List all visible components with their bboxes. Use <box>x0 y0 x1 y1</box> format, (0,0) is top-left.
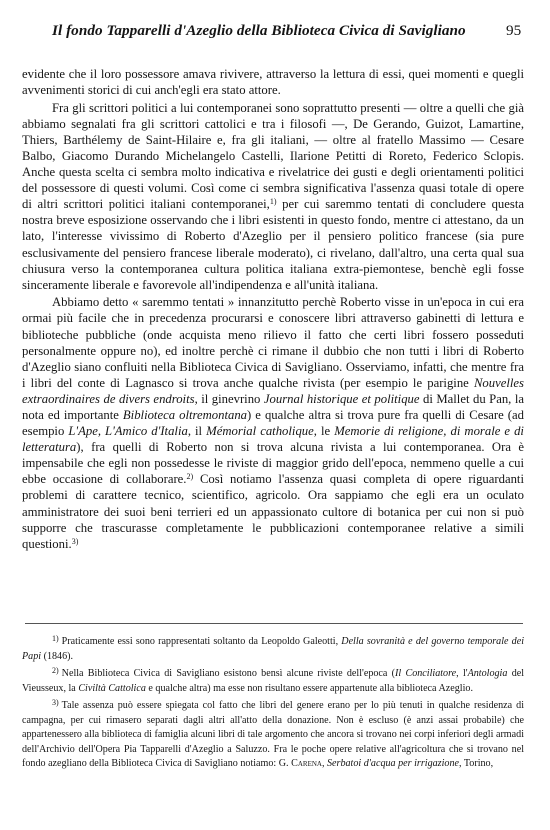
footnote-1 <box>22 632 524 664</box>
paragraph-3-text-a: Abbiamo detto « saremmo tentati » innanzitutto perchè Roberto visse in un'epoca in cui era ormai più facile che in precedenza procurarsi e conoscere libri attraverso gabinetti di lettura e biblioteche pubbliche (onde acquista meno rilievo il fatto che certi libri fossero posseduti personalmente oppure no), ed inoltre perchè ci rimane il dubbio che non tutti i libri di Roberto d'Azeglio siano confluiti nella Biblioteca Civica di Savigliano. Osserviamo, infatti, che mentre fra i libri del conte di Lagnasco si trova anche qualche rivista (per esempio le parigine <box>22 295 524 390</box>
footnote-2-text-c: del Vieusseux, la <box>22 668 525 694</box>
footnote-2-text-a: Nella Biblioteca Civica di Savigliano esistono bensì alcune riviste dell'epoca ( <box>61 668 396 679</box>
footnote-1-title: Della sovranità e del governo temporale dei Papi <box>22 636 525 662</box>
footnote-3-author: Carena <box>291 758 322 769</box>
paragraph-3-text-e: , il <box>187 424 207 439</box>
footnote-divider <box>25 623 523 624</box>
footnote-2-title-antologia: Antologia <box>467 668 508 679</box>
title-ape-amico: L'Ape, L'Amico d'Italia <box>68 424 188 439</box>
paragraph-3-text-d: ) e qualche altra si trova pure fra quelli di Cesare (ad esempio <box>22 407 524 439</box>
paragraph-3-text-c: di Mallet du Pan, la nota ed importante <box>22 391 524 422</box>
footnote-1-text-b: (1846). <box>41 650 74 662</box>
page-number: 95 <box>506 22 522 39</box>
footnote-ref-2[interactable]: 2) <box>186 472 194 482</box>
footnote-ref-1[interactable]: 1) <box>269 197 277 207</box>
title-memorial: Mémorial catholique <box>206 424 314 439</box>
title-memorie: Memorie di religione, di morale e di letteratura <box>22 424 524 455</box>
footnote-2-text-b: , l' <box>456 668 468 679</box>
paragraph-3-text-h: Così notiamo l'assenza quasi completa di opere riguardanti problemi di carattere tecnico, scientifico, agricolo. Ora sappiamo che egli era un oculato amministratore dei suoi beni terrieri ed un appassionato cultore di botanica per cui non si può supporre che trascurasse completamente le pubblicazioni contemporanee relative a simili questioni. <box>22 472 524 551</box>
paragraph-3 <box>22 294 524 552</box>
footnote-1-text-a: Praticamente essi sono rappresentati soltanto da Leopoldo Galeotti, <box>61 636 342 647</box>
paragraph-2-text-a: Fra gli scrittori politici a lui contemporanei sono soprattutto presenti — oltre a quelli che già abbiamo segnalati fra gli scrittori cattolici e tra i filosofi —, De Gerando, Guizot, Lamartine, Thiers, Barthélemy de Saint-Hilaire e, fra gli italiani, — oltre al fratello Massimo — Cesare Balbo, Giacomo Durando Michelangelo Castelli, Ilarione Petitti di Roreto, Federico Sclopis. Anche questa scelta ci sembra molto indicativa e rivelatrice dei gusti e degli orientamenti politici del possessore di questi volumi. Così come ci sembra significativa l'assenza quasi totale di opere di altri scrittori politici italiani contemporanei, <box>22 100 524 212</box>
footnote-2-title-civilta: Civiltà Cattolica <box>78 682 146 694</box>
title-nouvelles: Nouvelles extraordinaires de divers endroits <box>22 375 524 406</box>
paragraph-1 <box>22 66 524 98</box>
footnotes <box>22 632 524 772</box>
title-biblioteca-oltremontana: Biblioteca oltremontana <box>122 407 248 422</box>
paragraph-2 <box>22 100 524 293</box>
footnote-2-title-conciliatore: Il Conciliatore <box>395 668 457 679</box>
footnote-3-text-b: , <box>321 758 327 769</box>
page-header <box>0 22 550 44</box>
paragraph-3-text-g: ), fra quelli di Roberto non si trova alcuna rivista a lui contemporanea. Ora è impensabile che egli non possedesse le riviste di maggior grido dell'epoca, nemmeno quelle a cui ebbe occasione di collaborare. <box>22 440 524 487</box>
footnote-3-title: Serbatoi d'acqua per irrigazione <box>327 758 459 769</box>
footnote-2-text-d: e qualche altra) ma esse non risultano essere appartenute alla biblioteca Azeglio. <box>145 682 473 694</box>
footnote-1-mark: 1) <box>52 634 59 643</box>
footnote-3-mark: 3) <box>52 698 59 707</box>
footnote-3-text-c: , Torino, <box>458 758 494 769</box>
footnote-3 <box>22 696 524 772</box>
footnote-ref-3[interactable]: 3) <box>71 536 79 546</box>
main-text <box>22 66 524 552</box>
paragraph-3-text-f: , le <box>313 424 335 439</box>
footnote-3-text-a: Tale assenza può essere spiegata col fatto che libri del genere erano per lo più tenuti in qualche residenza di campagna, per cui rimasero separati dagli altri all'atto della donazione. Non è escluso (è anzi assai probabile) che appartenessero alla biblioteca di famiglia alcuni libri di tale argomento che ancora si trovano nei corpi inferiori degli armadi dell'Archivio dell'Opera Pia Tapparelli d'Azeglio a Saluzzo. Fra le poche opere relative all'agricoltura che si trovano nel fondo azegliano della Biblioteca Civica di Savigliano notiamo: G. <box>22 700 524 769</box>
footnote-2-mark: 2) <box>52 666 59 675</box>
footnote-2 <box>22 664 524 696</box>
title-journal: Journal historique et politique <box>263 391 420 406</box>
running-title: Il fondo Tapparelli d'Azeglio della Biblioteca Civica di Savigliano <box>52 22 466 39</box>
paragraph-2-text-b: per cui saremmo tentati di concludere questa nostra breve esposizione osservando che i libri esistenti in questo fondo, mentre ci attestano, da un lato, l'interesse vivissimo di Roberto d'Azeglio per il pensiero politico francese (sia pure esclusivamente del pensiero francese liberale moderato), ci rivelano, dall'altro, una certa qual sua chiusura verso la contemporanea cultura politica italiana extra-piemontese, benchè egli fosse sinceramente liberale e favorevole all'indipendenza e all'unità italiana. <box>22 197 524 292</box>
paragraph-3-text-b: , il ginevrino <box>194 391 264 406</box>
paragraph-1-text: evidente che il loro possessore amava rivivere, attraverso la lettura di essi, quei momenti e quegli avvenimenti storici di cui anch'egli era stato attore. <box>22 67 524 98</box>
